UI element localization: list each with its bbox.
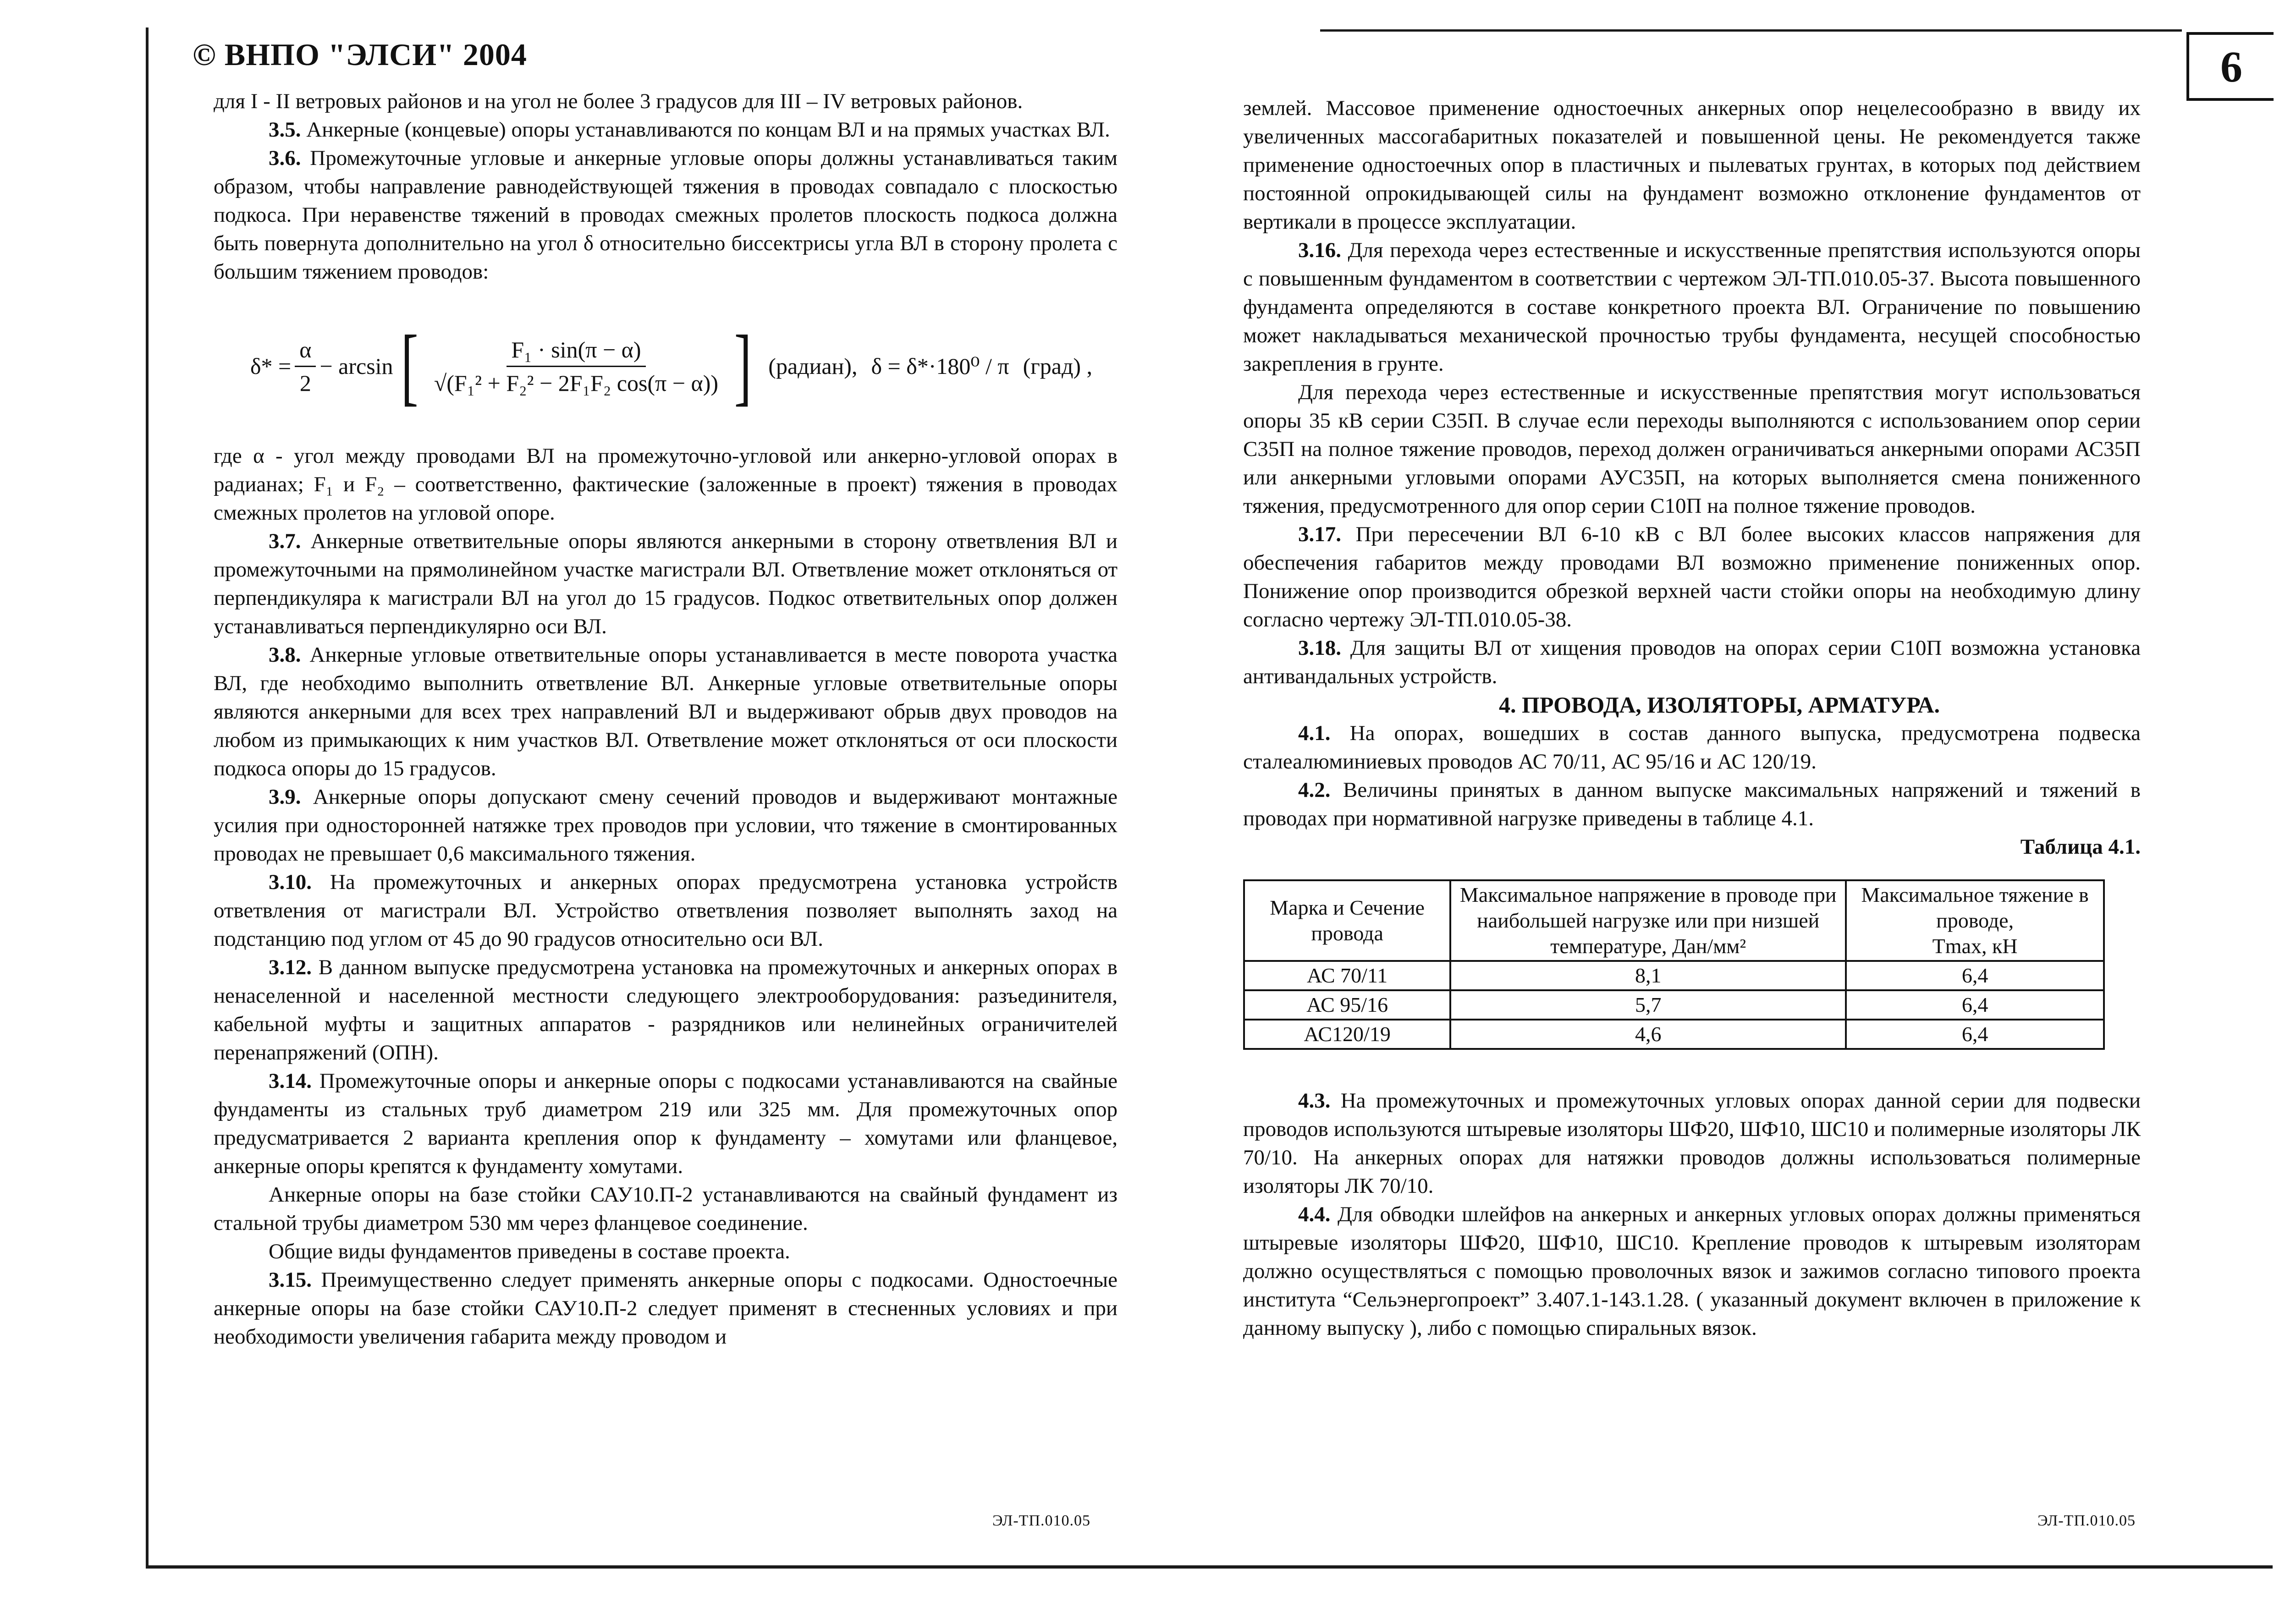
clause-text: Для перехода через естественные и искусственные препятствия используются опоры с повышенным фундаментом в соответствии с чертежом ЭЛ-ТП.010.05-37. Высота повышенного фундамента определяются в составе конкретного проекта ВЛ. Ограничение по повышению может накладываться механической прочностью трубы фундамента, несущей способностью закрепления в грунте.	[1243, 238, 2141, 376]
paragraph-3-9	[214, 783, 1118, 868]
cell-tension: 6,4	[1846, 990, 2104, 1020]
paragraph-3-12	[214, 953, 1118, 1067]
clause-text: Анкерные (концевые) опоры устанавливаются по концам ВЛ и на прямых участках ВЛ.	[301, 118, 1110, 142]
paragraph: где α - угол между проводами ВЛ на промежуточно-угловой или анкерно-угловой опорах в радианах; F₁ и F₂ – соответственно, фактические (заложенные в проект) тяжения в проводах смежных пролетов на угловой опоре.	[214, 444, 1118, 525]
column-header-tension	[1846, 880, 2104, 961]
section-title: 4. ПРОВОДА, ИЗОЛЯТОРЫ, АРМАТУРА.	[1499, 692, 1940, 718]
cell-mark: АС 70/11	[1244, 961, 1450, 990]
formula-unit-degree: (град) ,	[1023, 353, 1093, 379]
paragraph: землей. Массовое применение одностоечных анкерных опор нецелесообразно в ввиду их увеличенных массогабаритных показателей и повышенной цены. Не рекомендуется также применение одностоечных опор в пластичных и пылеватых грунтах, в которых под действием постоянной опрокидывающей силы на фундамент возможно отклонение фундаментов от вертикали в процессе эксплуатации.	[1243, 96, 2141, 234]
paragraph-4-4	[1243, 1200, 2141, 1342]
formula-lhs: δ* =	[250, 353, 292, 379]
paragraph: Общие виды фундаментов приведены в составе проекта.	[269, 1240, 790, 1263]
clause-number: 3.18.	[1298, 636, 1341, 660]
tension-header-line2: Tmax, кН	[1932, 934, 2018, 958]
clause-number: 4.1.	[1298, 721, 1331, 745]
paragraph-3-6	[214, 144, 1118, 286]
fraction-denominator: 2	[299, 370, 311, 396]
frame-bottom-border	[146, 1565, 2273, 1569]
clause-number: 4.4.	[1298, 1202, 1331, 1226]
clause-number: 3.17.	[1298, 522, 1341, 546]
footer-code-left: ЭЛ-ТП.010.05	[992, 1512, 1091, 1529]
paragraph-3-14	[214, 1067, 1118, 1180]
copyright-header: © ВНПО "ЭЛСИ" 2004	[193, 37, 527, 72]
paragraph-4-3	[1243, 1086, 2141, 1200]
paragraph-3-8	[214, 641, 1118, 783]
formula-conversion: δ = δ*·180⁰ / π	[871, 353, 1009, 379]
paragraph-3-5	[214, 115, 1118, 144]
paragraph: для I - II ветровых районов и на угол не более 3 градусов для III – IV ветровых районов.	[214, 89, 1023, 113]
clause-text: Промежуточные угловые и анкерные угловые опоры должны устанавливаться таким образом, чтобы направление равнодействующей тяжения в проводах совпадало с плоскостью подкоса. При неравенстве тяжений в проводах смежных пролетов плоскость подкоса должна быть повернута дополнительно на угол δ относительно биссектрисы угла ВЛ в сторону пролета с большим тяжением проводов:	[214, 146, 1118, 284]
page-number: 6	[2220, 42, 2242, 91]
clause-number: 4.2.	[1298, 778, 1331, 802]
paragraph-3-15	[214, 1266, 1118, 1351]
tension-header-line1: Максимальное тяжение в проводе,	[1861, 883, 2089, 932]
clause-number: 3.8.	[269, 643, 301, 667]
fraction-numerator: F₁ · sin(π − α)	[507, 335, 645, 367]
clause-number: 3.16.	[1298, 238, 1341, 262]
clause-text: В данном выпуске предусмотрена установка на промежуточных и анкерных опорах в ненаселенной и населенной местности следующего электрооборудования: разъединителя, кабельной муфты и защитных аппаратов - разрядников или нелинейных ограничителей перенапряжений (ОПН).	[214, 955, 1118, 1064]
clause-text: Величины принятых в данном выпуске максимальных напряжений и тяжений в проводах при нормативной нагрузке приведены в таблице 4.1.	[1243, 778, 2141, 830]
column-header-stress: Максимальное напряжение в проводе при наибольшей нагрузке или при низшей температуре, Дан/мм²	[1450, 880, 1846, 961]
clause-number: 3.12.	[269, 955, 312, 979]
cell-stress: 8,1	[1450, 961, 1846, 990]
paragraph-3-10	[214, 868, 1118, 953]
cell-tension: 6,4	[1846, 1020, 2104, 1049]
paragraph-4-2	[1243, 776, 2141, 833]
clause-text: При пересечении ВЛ 6-10 кВ с ВЛ более высоких классов напряжения для обеспечения габаритов между проводами ВЛ возможно применение пониженных опор. Понижение опор производится обрезкой верхней части стойки опоры на необходимую длину согласно чертежу ЭЛ-ТП.010.05-38.	[1243, 522, 2141, 631]
table-row	[1244, 961, 2104, 990]
formula-arcsin: − arcsin	[319, 353, 393, 379]
clause-number: 3.6.	[269, 146, 301, 170]
cell-mark: АС120/19	[1244, 1020, 1450, 1049]
clause-text: На промежуточных и анкерных опорах предусмотрена установка устройств ответвления от магистрали ВЛ. Устройство ответвления позволяет выполнять заход на подстанцию под углом от 45 до 90 градусов относительно оси ВЛ.	[214, 870, 1118, 951]
clause-text: Промежуточные опоры и анкерные опоры с подкосами устанавливаются на свайные фундаменты из стальных труб диаметром 219 или 325 мм. Для промежуточных опор предусматривается 2 варианта крепления опор к фундаменту – хомутами или фланцевое, анкерные опоры крепятся к фундаменту хомутами.	[214, 1069, 1118, 1178]
clause-number: 3.7.	[269, 529, 301, 553]
left-column	[214, 87, 1118, 1351]
right-column	[1243, 94, 2141, 1342]
fraction-denominator: √(F₁² + F₂² − 2F₁F₂ cos(π − α))	[434, 370, 719, 396]
paragraph: Анкерные опоры на базе стойки САУ10.П-2 устанавливаются на свайный фундамент из стальной трубы диаметром 530 мм через фланцевое соединение.	[214, 1183, 1118, 1235]
table-row	[1244, 1020, 2104, 1049]
clause-text: Для защиты ВЛ от хищения проводов на опорах серии С10П возможна установка антивандальных устройств.	[1243, 636, 2141, 688]
table-row	[1244, 990, 2104, 1020]
clause-text: Анкерные угловые ответвительные опоры устанавливается в месте поворота участка ВЛ, где необходимо выполнить ответвление ВЛ. Анкерные угловые ответвительные опоры являются анкерными для всех трех направлений ВЛ и выдерживают обрыв двух проводов на любом из примыкающих к ним участков ВЛ. Ответвление может отклоняться от оси плоскости подкоса опоры до 15 градусов.	[214, 643, 1118, 780]
clause-text: Анкерные ответвительные опоры являются анкерными в сторону ответвления ВЛ и промежуточными на прямолинейном участке магистрали ВЛ. Ответвление может отклоняться от перпендикуляра к магистрали ВЛ на угол до 15 градусов. Подкос ответвительных опор должен устанавливаться перпендикулярно оси ВЛ.	[214, 529, 1118, 638]
paragraph-3-17	[1243, 520, 2141, 634]
table-title: Таблица 4.1.	[2020, 835, 2141, 859]
clause-number: 3.15.	[269, 1268, 312, 1292]
cell-stress: 4,6	[1450, 1020, 1846, 1049]
clause-number: 3.5.	[269, 118, 301, 142]
page-number-box	[2186, 32, 2274, 101]
paragraph-3-7	[214, 527, 1118, 641]
clause-text: На опорах, вошедших в состав данного выпуска, предусмотрена подвеска сталеалюминиевых проводов АС 70/11, АС 95/16 и АС 120/19.	[1243, 721, 2141, 774]
deviation-angle-formula	[250, 309, 1118, 423]
clause-number: 3.10.	[269, 870, 312, 894]
clause-text: На промежуточных и промежуточных угловых опорах данной серии для подвески проводов используются штыревые изоляторы ШФ20, ШФ10, ШС10 и полимерные изоляторы ЛК 70/10. На анкерных опорах для натяжки проводов должны использоваться полимерные изоляторы ЛК 70/10.	[1243, 1089, 2141, 1198]
cell-stress: 5,7	[1450, 990, 1846, 1020]
cell-tension: 6,4	[1846, 961, 2104, 990]
paragraph-3-18	[1243, 634, 2141, 691]
alpha-half-fraction	[295, 335, 316, 397]
clause-text: Анкерные опоры допускают смену сечений проводов и выдерживают монтажные усилия при односторонней натяжке трех проводов при условии, что тяжение в смонтированных проводах не превышает 0,6 максимального тяжения.	[214, 785, 1118, 866]
table-header-row	[1244, 880, 2104, 961]
frame-top-border	[1320, 29, 2182, 32]
clause-number: 4.3.	[1298, 1089, 1331, 1113]
formula-unit-radian: (радиан),	[768, 353, 858, 379]
clause-text: Преимущественно следует применять анкерные опоры с подкосами. Одностоечные анкерные опоры на базе стойки САУ10.П-2 следует применят в стесненных условиях и при необходимости увеличения габарита между проводом и	[214, 1268, 1118, 1349]
left-bracket: [	[401, 318, 418, 414]
clause-text: Для обводки шлейфов на анкерных и анкерных угловых опорах должны применяться штыревые изоляторы ШФ20, ШФ10, ШС10. Крепление проводов к штыревым изоляторам должно осуществляться с помощью проволочных вязок и зажимов согласно типового проекта института “Сельэнергопроект” 3.407.1-143.1.28. ( указанный документ включен в приложение к данному выпуску ), либо с помощью спиральных вязок.	[1243, 1202, 2141, 1340]
clause-number: 3.9.	[269, 785, 301, 809]
paragraph-4-1	[1243, 719, 2141, 776]
paragraph: Для перехода через естественные и искусственные препятствия могут использоваться опоры 35 кВ серии С35П. В случае если переходы выполняются с использованием опор серии С35П на полное тяжение проводов, переход должен ограничиваться анкерными опорами АС35П или анкерными угловыми опорами АУС35П, на которых выполняется смена пониженного тяжения, предусмотренного для опор серии С10П на полное тяжение проводов.	[1243, 380, 2141, 518]
right-bracket: ]	[734, 318, 752, 414]
arcsin-argument-fraction	[429, 335, 723, 397]
fraction-numerator: α	[295, 335, 316, 367]
cell-mark: АС 95/16	[1244, 990, 1450, 1020]
clause-number: 3.14.	[269, 1069, 312, 1093]
paragraph-3-16	[1243, 236, 2141, 378]
footer-code-right: ЭЛ-ТП.010.05	[2037, 1512, 2136, 1529]
wire-stress-table	[1243, 879, 2105, 1050]
column-header-mark: Марка и Сечение провода	[1244, 880, 1450, 961]
frame-left-border	[146, 27, 149, 1567]
